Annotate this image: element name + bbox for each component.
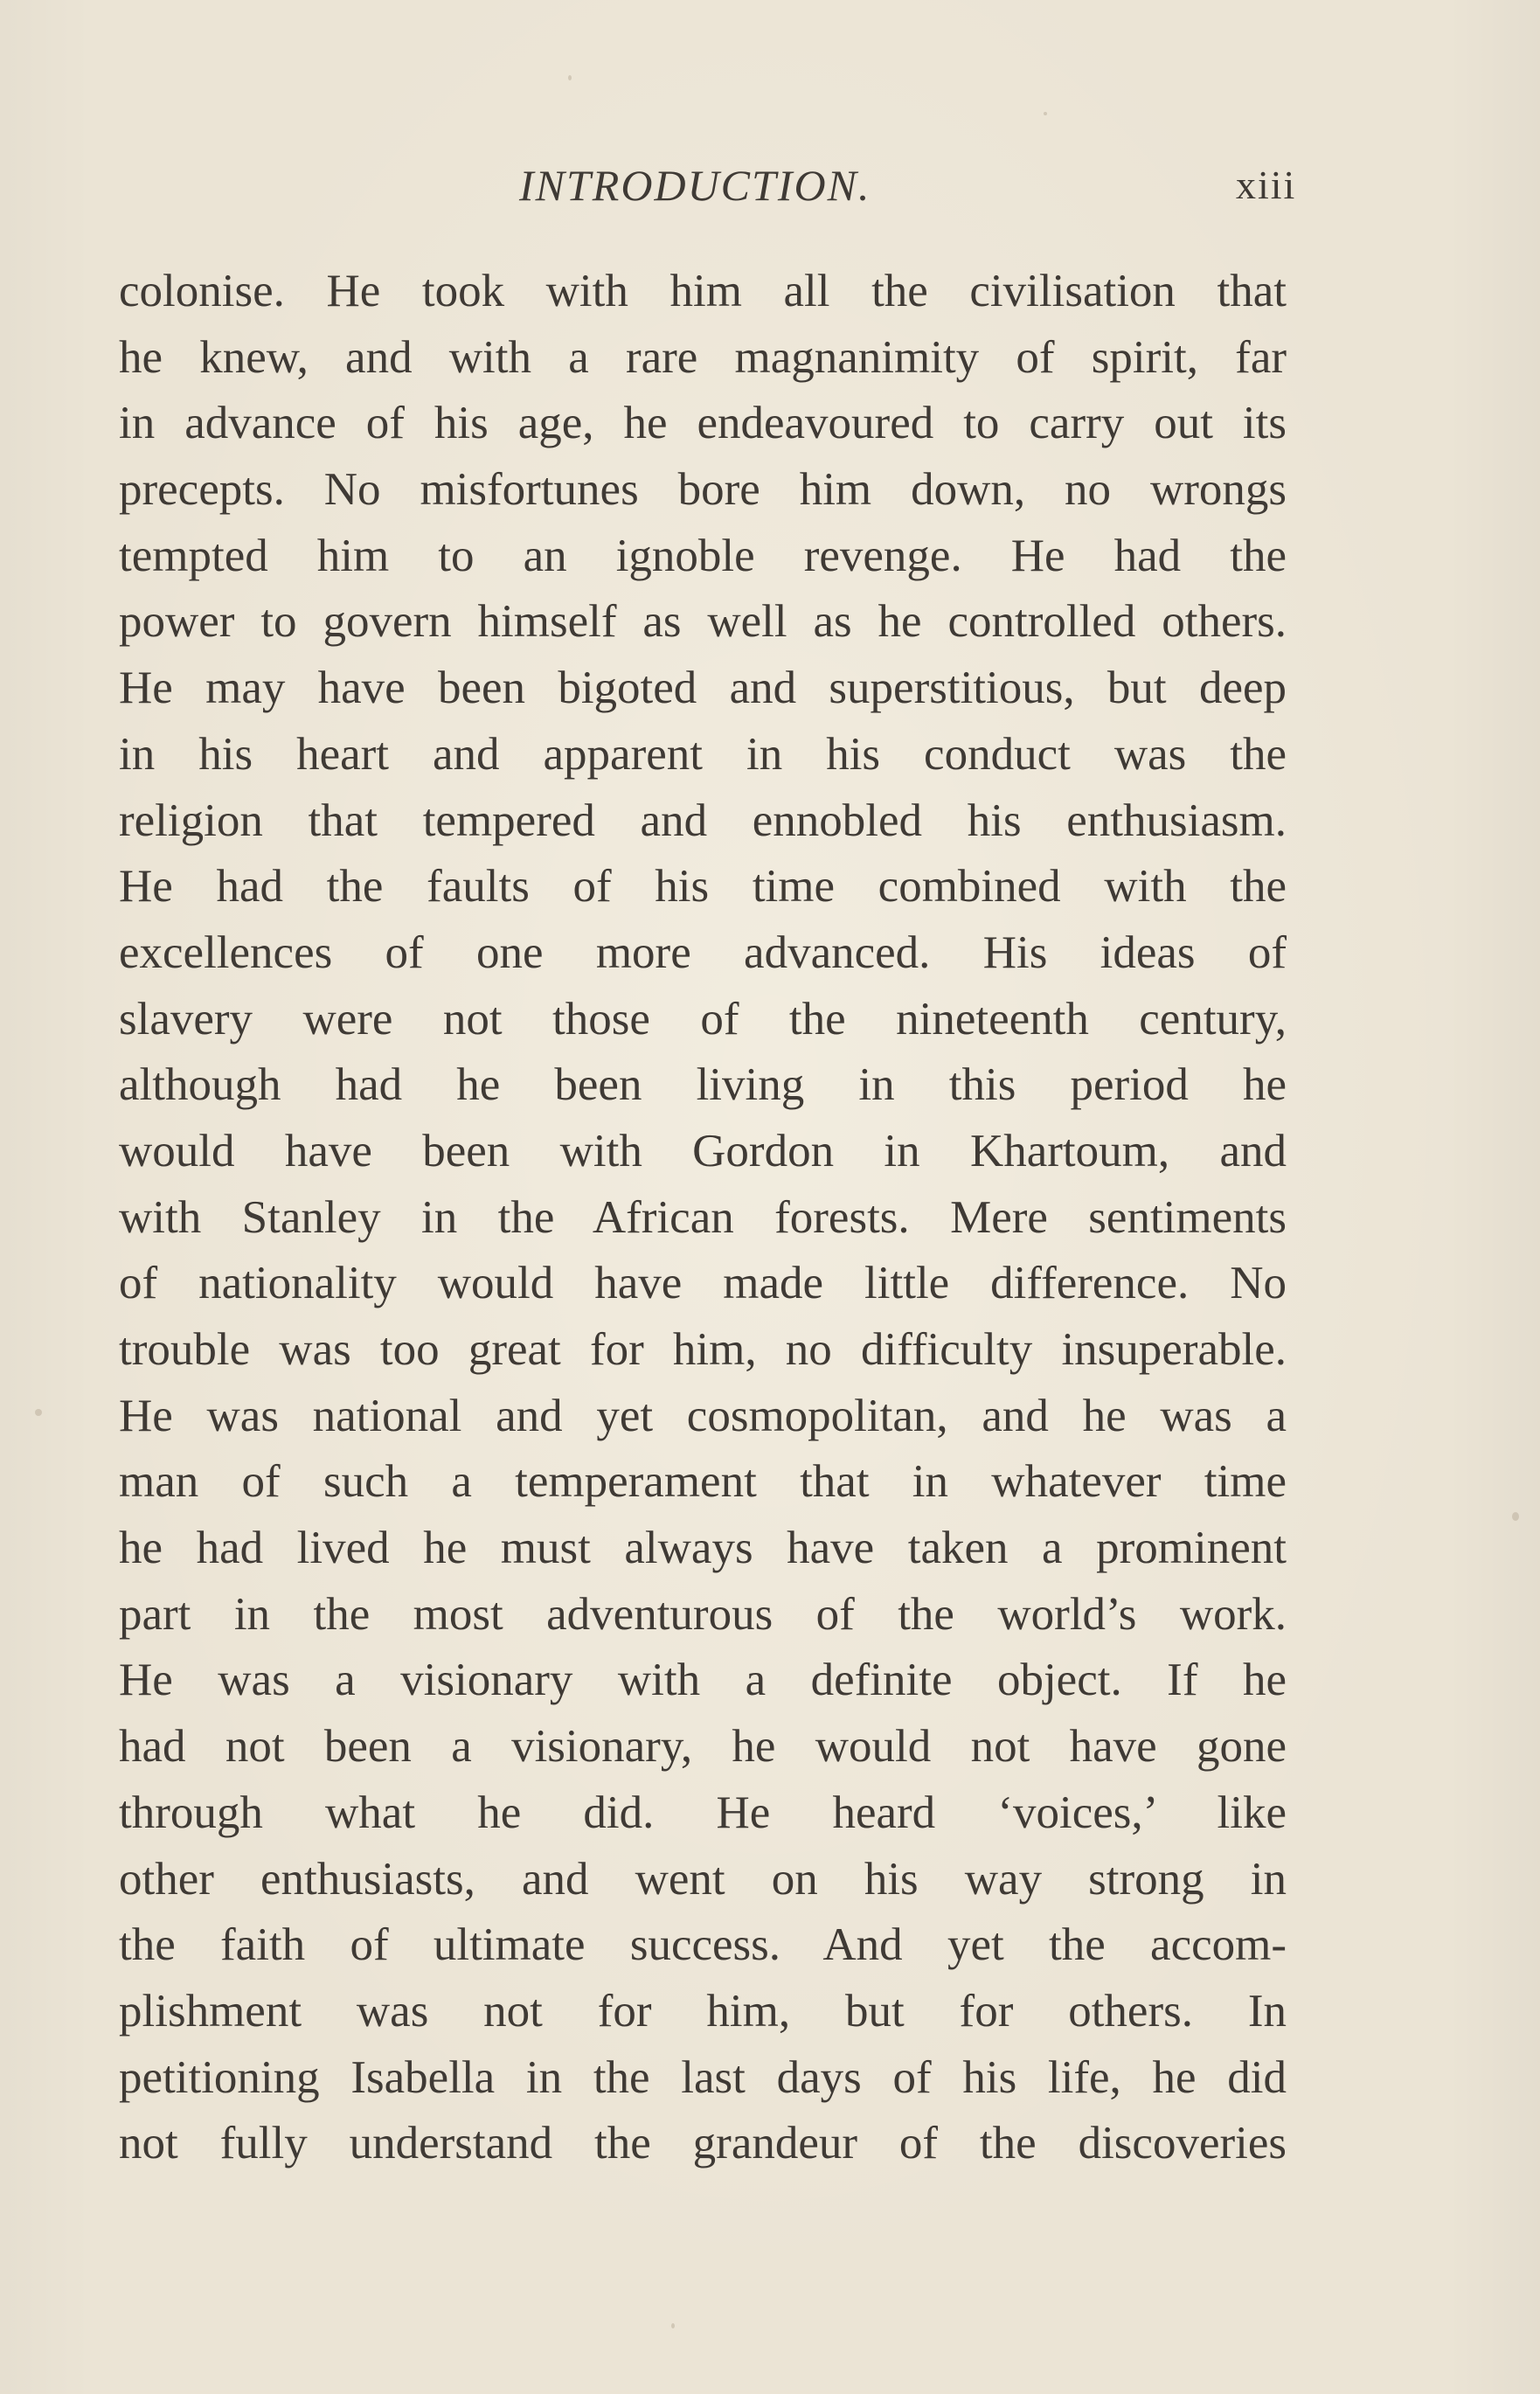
text-line: not fully understand the grandeur of the discoveries bbox=[119, 2118, 1287, 2169]
text-line: in his heart and apparent in his conduct was the bbox=[119, 728, 1287, 780]
text-line: He was national and yet cosmopolitan, and he was a bbox=[119, 1390, 1287, 1441]
text-line: religion that tempered and ennobled his enthusiasm. bbox=[119, 795, 1287, 846]
text-line: power to govern himself as well as he controlled others. bbox=[119, 596, 1287, 648]
text-line: although had he been living in this period he bbox=[119, 1059, 1287, 1111]
text-line: trouble was too great for him, no difficulty insuperable. bbox=[119, 1324, 1287, 1375]
paper-speck bbox=[1044, 112, 1047, 115]
running-header bbox=[0, 157, 1540, 213]
text-line: through what he did. He heard ‘voices,’ like bbox=[119, 1787, 1287, 1838]
text-line: of nationality would have made little difference. No bbox=[119, 1258, 1287, 1309]
text-line: plishment was not for him, but for others. In bbox=[119, 1985, 1287, 2037]
page-number: xiii bbox=[1236, 163, 1297, 207]
text-line: He had the faults of his time combined with the bbox=[119, 861, 1287, 912]
text-line: would have been with Gordon in Khartoum, and bbox=[119, 1125, 1287, 1176]
paper-speck bbox=[35, 1409, 42, 1416]
paper-speck bbox=[671, 2323, 675, 2328]
text-line: part in the most adventurous of the world’s work. bbox=[119, 1588, 1287, 1640]
text-line: other enthusiasts, and went on his way strong in bbox=[119, 1853, 1287, 1905]
text-line: precepts. No misfortunes bore him down, no wrongs bbox=[119, 464, 1287, 516]
text-line: tempted him to an ignoble revenge. He had the bbox=[119, 530, 1287, 581]
text-line: man of such a temperament that in whatever time bbox=[119, 1456, 1287, 1508]
text-line: excellences of one more advanced. His ideas of bbox=[119, 926, 1287, 978]
text-line: he knew, and with a rare magnanimity of spirit, far bbox=[119, 331, 1287, 383]
text-line: in advance of his age, he endeavoured to carry out its bbox=[119, 398, 1287, 449]
text-line: he had lived he must always have taken a prominent bbox=[119, 1523, 1287, 1574]
text-line: He may have been bigoted and superstitious, but deep bbox=[119, 663, 1287, 714]
text-line: colonise. He took with him all the civilisation that bbox=[119, 266, 1287, 316]
text-line: slavery were not those of the nineteenth century, bbox=[119, 993, 1287, 1044]
text-line: petitioning Isabella in the last days of his life, he did bbox=[119, 2051, 1287, 2103]
text-line: the faith of ultimate success. And yet the accom- bbox=[119, 1919, 1287, 1971]
paper-speck bbox=[568, 75, 572, 80]
text-line: had not been a visionary, he would not have gone bbox=[119, 1721, 1287, 1773]
text-line: with Stanley in the African forests. Mere sentiments bbox=[119, 1191, 1287, 1243]
paper-speck bbox=[1512, 1512, 1519, 1521]
body-text bbox=[119, 259, 1287, 2177]
running-title: INTRODUCTION. bbox=[519, 161, 871, 210]
text-line: He was a visionary with a definite object. If he bbox=[119, 1655, 1287, 1706]
